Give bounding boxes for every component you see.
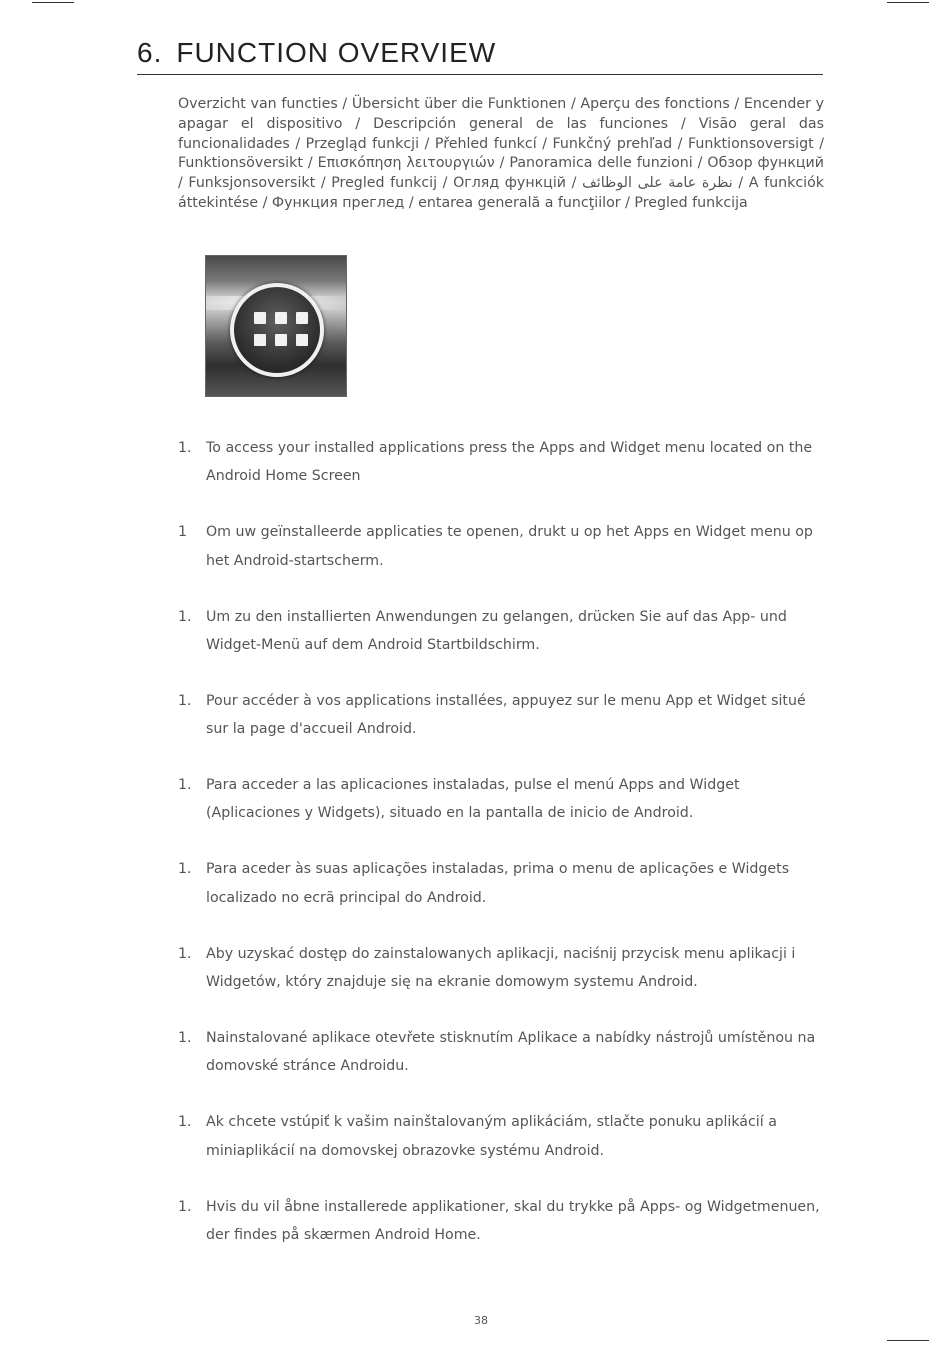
list-item-text: Om uw geïnstalleerde applicaties te openen, drukt u op het Apps en Widget menu op het Android-startscherm. xyxy=(206,524,813,569)
list-marker: 1 xyxy=(178,524,188,541)
list-marker: 1. xyxy=(178,777,192,794)
list-marker: 1. xyxy=(178,1198,192,1215)
crop-mark-bottom-right xyxy=(887,1340,929,1341)
section-title: FUNCTION OVERVIEW xyxy=(176,37,497,68)
list-item-text: Pour accéder à vos applications installées, appuyez sur le menu App et Widget situé sur la page d'accueil Android. xyxy=(206,692,806,738)
list-item-text: Para aceder às suas aplicações instaladas, prima o menu de aplicações e Widgets localizado no ecrã principal do Android. xyxy=(206,861,790,906)
list-item xyxy=(178,1108,828,1192)
page-number: 38 xyxy=(474,1314,488,1327)
list-item-text: Nainstalované aplikace otevřete stisknutím Aplikace a nabídky nástrojů umístěnou na domovské stránce Androidu. xyxy=(206,1030,816,1075)
list-item xyxy=(178,1024,828,1108)
list-item-text: Um zu den installierten Anwendungen zu gelangen, drücken Sie auf das App- und Widget-Menü auf dem Android Startbildschirm. xyxy=(206,608,787,653)
list-item-text: Aby uzyskać dostęp do zainstalowanych aplikacji, naciśnij przycisk menu aplikacji i Widgetów, który znajduje się na ekranie domowym systemu Android. xyxy=(206,945,796,991)
list-item xyxy=(178,1193,828,1277)
apps-button-circle xyxy=(230,283,324,377)
list-item xyxy=(178,771,828,855)
list-item-text: To access your installed applications press the Apps and Widget menu located on the Android Home Screen xyxy=(206,440,813,485)
list-item xyxy=(178,687,828,771)
list-marker: 1. xyxy=(178,692,192,709)
list-marker: 1. xyxy=(178,440,192,456)
list-item xyxy=(178,518,828,602)
intro-arabic: نظرة عامة على الوظائف xyxy=(582,175,733,192)
list-item xyxy=(178,434,828,518)
list-item-text: Ak chcete vstúpiť k vašim nainštalovaným aplikáciám, stlačte ponuku aplikácií a miniaplikácií na domovskej obrazovke systému Android. xyxy=(206,1114,777,1159)
list-marker: 1. xyxy=(178,1030,192,1047)
list-marker: 1. xyxy=(178,1114,192,1131)
apps-grid-icon xyxy=(205,255,347,397)
list-marker: 1. xyxy=(178,861,192,878)
list-item xyxy=(178,603,828,687)
intro-part-1: Overzicht van functies / Übersicht über die Funktionen / Aperçu des fonctions / Encender y apagar el dispositivo / Descripción general de las funciones / Visão geral das funcionalidades / Przegląd funkcji / Přehled funkcí / Funkčný prehľad / Funktionsoversigt / Funktionsöversikt / Επισκόπηση λειτουργιών / Panoramica delle funzioni / Обзор функций / Funksjonsoversikt / Pregled funkcij / Огляд функцій / xyxy=(178,96,824,192)
list-item xyxy=(178,855,828,939)
apps-dot-grid xyxy=(254,312,308,348)
list-marker: 1. xyxy=(178,945,192,962)
section-number: 6. xyxy=(137,37,163,68)
steps-list xyxy=(178,434,828,1277)
list-item-text: Para acceder a las aplicaciones instaladas, pulse el menú Apps and Widget (Aplicaciones y Widgets), situado en la pantalla de inicio de Android. xyxy=(206,777,740,822)
intro-paragraph xyxy=(178,95,824,214)
list-item xyxy=(178,940,828,1024)
intro-part-2: / A funkciók áttekintése / Функция преглед / entarea generală a funcţiilor / Pregled funkcija xyxy=(178,175,824,211)
crop-mark-top-right xyxy=(887,2,929,3)
page-title xyxy=(137,36,823,75)
crop-mark-top-left xyxy=(32,2,74,3)
list-item-text: Hvis du vil åbne installerede applikationer, skal du trykke på Apps- og Widgetmenuen, der findes på skærmen Android Home. xyxy=(206,1198,820,1243)
list-marker: 1. xyxy=(178,608,192,625)
